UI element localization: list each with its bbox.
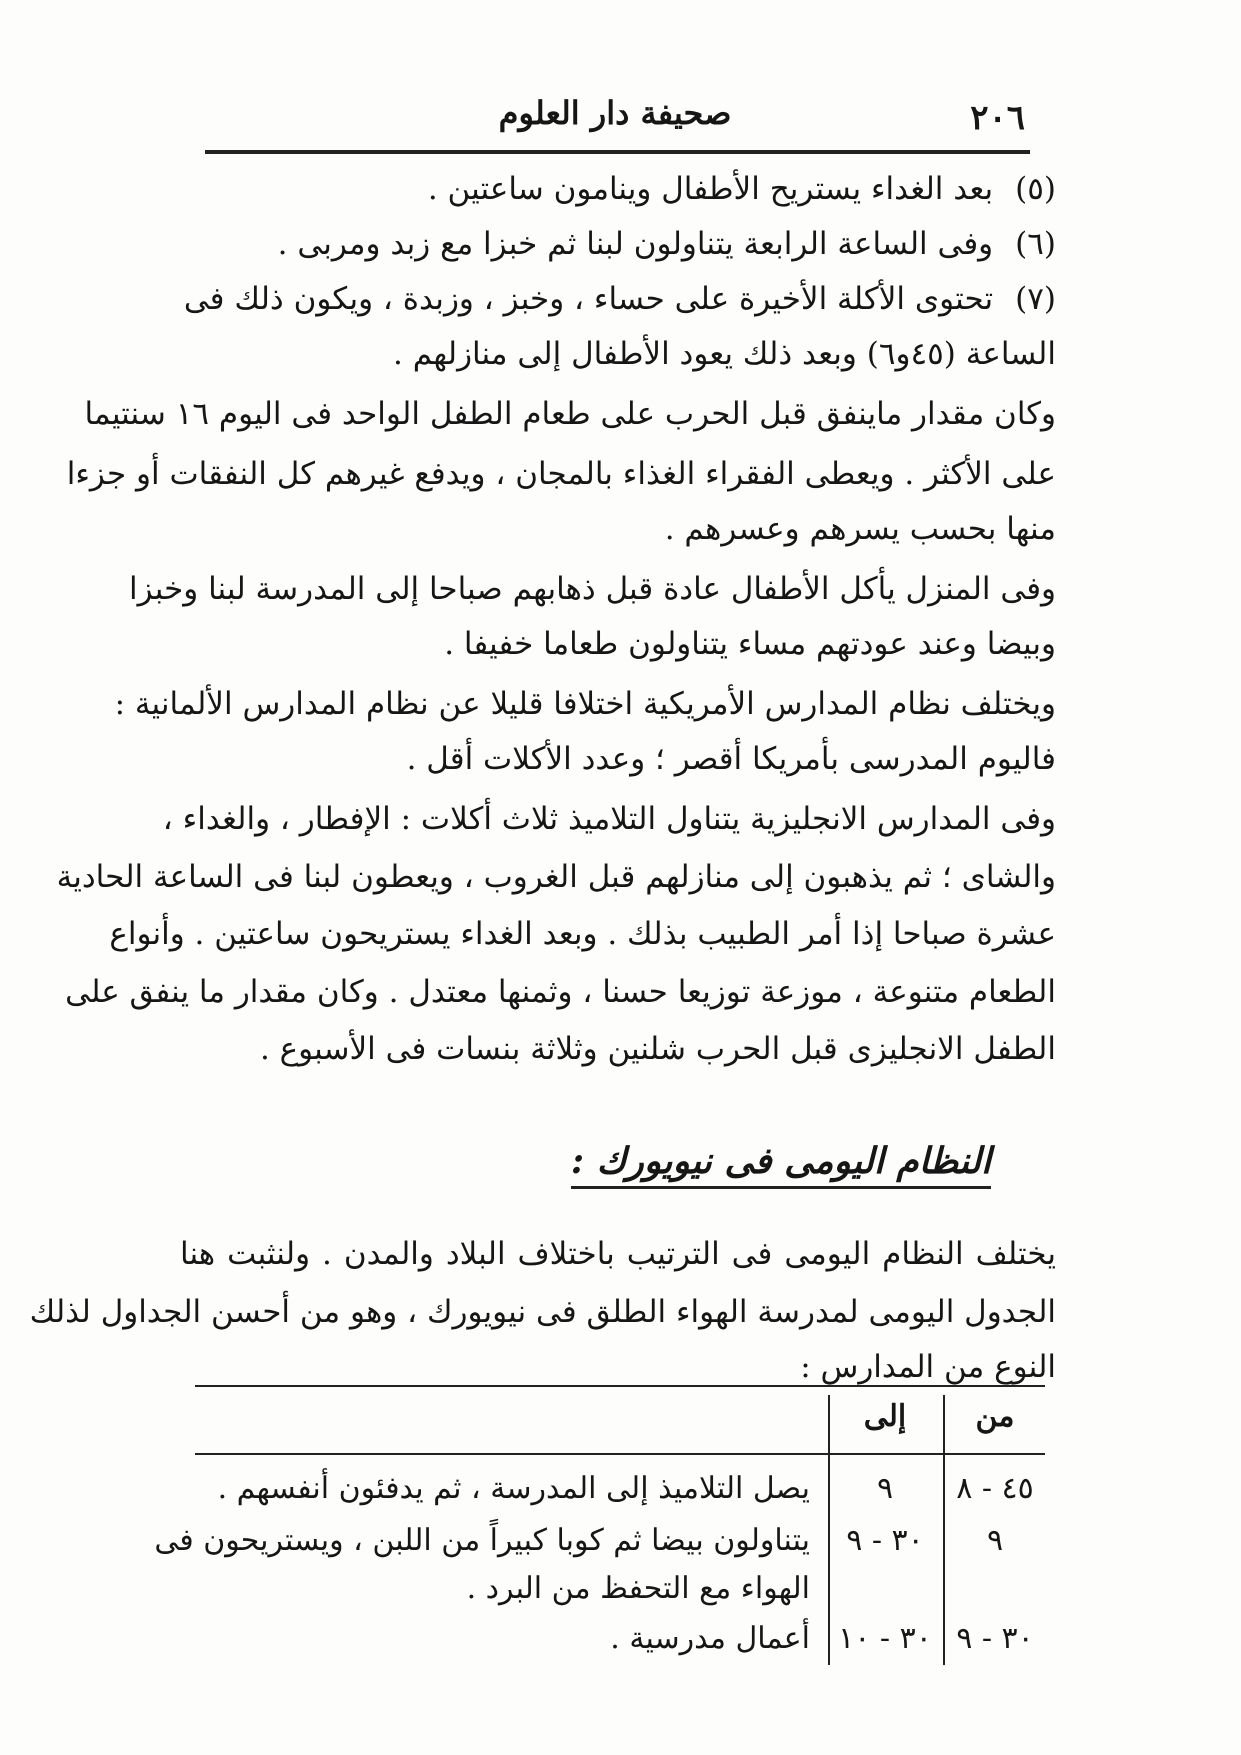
- time-to: ٣٠ - ١٠: [838, 1621, 932, 1656]
- list-item-number: (٦): [1015, 226, 1056, 262]
- text-line: والشاى ؛ ثم يذهبون إلى منازلهم قبل الغروب ، ويعطون لبنا فى الساعة الحادية: [56, 859, 1056, 895]
- text-line: فاليوم المدرسى بأمريكا أقصر ؛ وعدد الأكلات أقل .: [406, 741, 1056, 777]
- time-to: ٣٠ - ٩: [846, 1523, 924, 1558]
- text-line: منها بحسب يسرهم وعسرهم .: [664, 511, 1056, 547]
- list-item-number: (٥): [1015, 171, 1056, 207]
- activity-text: يصل التلاميذ إلى المدرسة ، ثم يدفئون أنفسهم .: [217, 1471, 810, 1506]
- text-line: الطفل الانجليزى قبل الحرب شلنين وثلاثة بنسات فى الأسبوع .: [259, 1031, 1056, 1067]
- list-item-text: تحتوى الأكلة الأخيرة على حساء ، وخبز ، وزبدة ، ويكون ذلك فى: [183, 281, 994, 317]
- activity-text: الهواء مع التحفظ من البرد .: [466, 1571, 810, 1606]
- page-number: ٢٠٦: [970, 98, 1025, 138]
- time-from: ٣٠ - ٩: [956, 1621, 1034, 1656]
- text-line: وكان مقدار ماينفق قبل الحرب على طعام الطفل الواحد فى اليوم ١٦ سنتيما: [84, 396, 1056, 432]
- text-line: وفى المنزل يأكل الأطفال عادة قبل ذهابهم صباحا إلى المدرسة لبنا وخبزا: [129, 571, 1056, 607]
- column-header-from: من: [975, 1399, 1015, 1434]
- section-heading: النظام اليومى فى نيويورك :: [571, 1140, 991, 1189]
- list-item-number: (٧): [1015, 281, 1056, 317]
- time-to: ٩: [876, 1471, 894, 1506]
- text-line: يختلف النظام اليومى فى الترتيب باختلاف البلاد والمدن . ولنثبت هنا: [180, 1236, 1056, 1272]
- activity-text: أعمال مدرسية .: [610, 1621, 810, 1656]
- text-line: على الأكثر . ويعطى الفقراء الغذاء بالمجان ، ويدفع غيرهم كل النفقات أو جزءا: [66, 456, 1056, 492]
- list-item: [180, 160, 1056, 218]
- list-item: [180, 215, 1056, 273]
- time-from: ٩: [986, 1523, 1004, 1558]
- list-item-text: وفى الساعة الرابعة يتناولون لبنا ثم خبزا مع زبد ومربى .: [277, 226, 994, 262]
- running-header: [205, 88, 1025, 148]
- table-header-rule: [195, 1453, 1045, 1455]
- time-from: ٤٥ - ٨: [956, 1471, 1034, 1506]
- text-line: الطعام متنوعة ، موزعة توزيعا حسنا ، وثمنها معتدل . وكان مقدار ما ينفق على: [65, 974, 1056, 1010]
- text-line: وفى المدارس الانجليزية يتناول التلاميذ ثلاث أكلات : الإفطار ، والغداء ،: [162, 801, 1056, 837]
- column-divider: [828, 1395, 830, 1665]
- text-line: عشرة صباحا إذا أمر الطبيب بذلك . وبعد الغداء يستريحون ساعتين . وأنواع: [109, 916, 1056, 952]
- text-line: النوع من المدارس :: [800, 1349, 1056, 1385]
- text-line: ويختلف نظام المدارس الأمريكية اختلافا قليلا عن نظام المدارس الألمانية :: [114, 686, 1056, 722]
- column-header-to: إلى: [863, 1399, 907, 1434]
- table-top-rule: [195, 1385, 1045, 1387]
- schedule-table: [154, 1385, 1045, 1670]
- activity-text: يتناولون بيضا ثم كوبا كبيراً من اللبن ، ويستريحون فى: [154, 1523, 810, 1558]
- text-line: وبيضا وعند عودتهم مساء يتناولون طعاما خفيفا .: [444, 626, 1056, 662]
- text-line: الساعة (٤٥و٦) وبعد ذلك يعود الأطفال إلى منازلهم .: [393, 336, 1056, 372]
- journal-title: صحيفة دار العلوم: [498, 94, 732, 132]
- list-item: [180, 270, 1056, 328]
- text-line: الجدول اليومى لمدرسة الهواء الطلق فى نيويورك ، وهو من أحسن الجداول لذلك: [29, 1294, 1056, 1330]
- list-item-text: بعد الغداء يستريح الأطفال وينامون ساعتين .: [427, 171, 994, 207]
- header-rule: [205, 150, 1030, 154]
